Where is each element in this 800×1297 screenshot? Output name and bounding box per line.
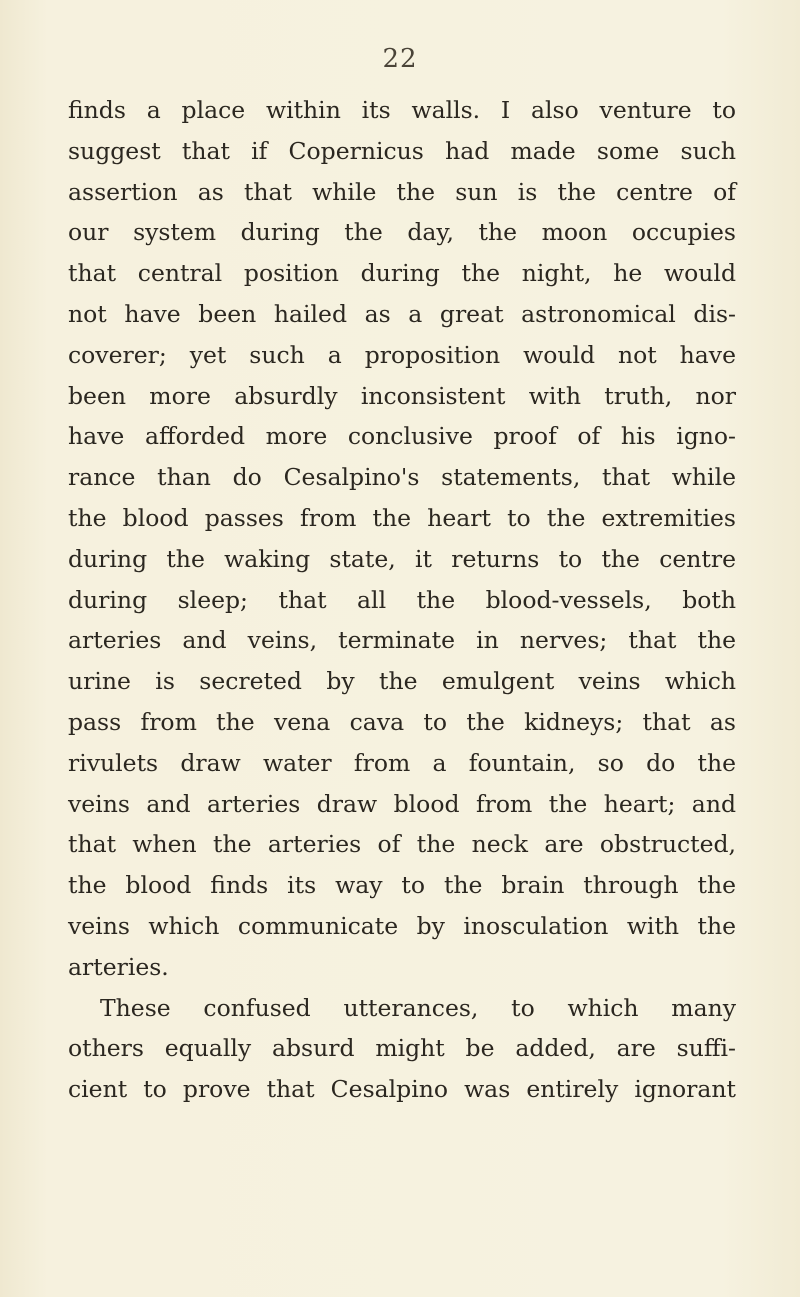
text-line: rivulets draw water from a fountain, so do the: [68, 748, 736, 777]
text-line: assertion as that while the sun is the centre of: [68, 177, 736, 206]
text-line: pass from the vena cava to the kidneys; that as: [68, 707, 736, 736]
body-text: [68, 90, 736, 1110]
text-line: suggest that if Copernicus had made some such: [68, 136, 736, 165]
text-line: arteries and veins, terminate in nerves; that the: [68, 626, 736, 655]
text-line: the blood passes from the heart to the extremities: [68, 503, 736, 532]
text-line: coverer; yet such a proposition would not have: [68, 340, 736, 369]
text-line: finds a place within its walls. I also venture to: [68, 96, 736, 124]
text-line: rance than do Cesalpino's statements, that while: [68, 463, 736, 492]
text-line: been more absurdly inconsistent with truth, nor: [68, 381, 736, 410]
text-line: our system during the day, the moon occupies: [68, 218, 736, 247]
text-line: veins and arteries draw blood from the heart; and: [68, 789, 736, 818]
text-line: during sleep; that all the blood-vessels, both: [68, 585, 736, 614]
page-number: 22: [382, 44, 418, 74]
text-line: that central position during the night, he would: [68, 259, 736, 288]
text-line: veins which communicate by inosculation with the: [68, 911, 736, 940]
paragraph-start-line: These confused utterances, to which many: [100, 993, 736, 1022]
text-line: cient to prove that Cesalpino was entirely ignorant: [68, 1075, 736, 1104]
text-line: others equally absurd might be added, are suffi-: [68, 1034, 736, 1063]
text-line: arteries.: [68, 952, 169, 981]
text-line: the blood finds its way to the brain through the: [68, 871, 736, 900]
text-line: have afforded more conclusive proof of his igno-: [68, 422, 736, 451]
text-line: during the waking state, it returns to the centre: [68, 544, 736, 573]
text-line: urine is secreted by the emulgent veins which: [68, 667, 736, 696]
text-line: that when the arteries of the neck are obstructed,: [68, 830, 736, 859]
text-line: not have been hailed as a great astronomical dis-: [68, 299, 736, 328]
